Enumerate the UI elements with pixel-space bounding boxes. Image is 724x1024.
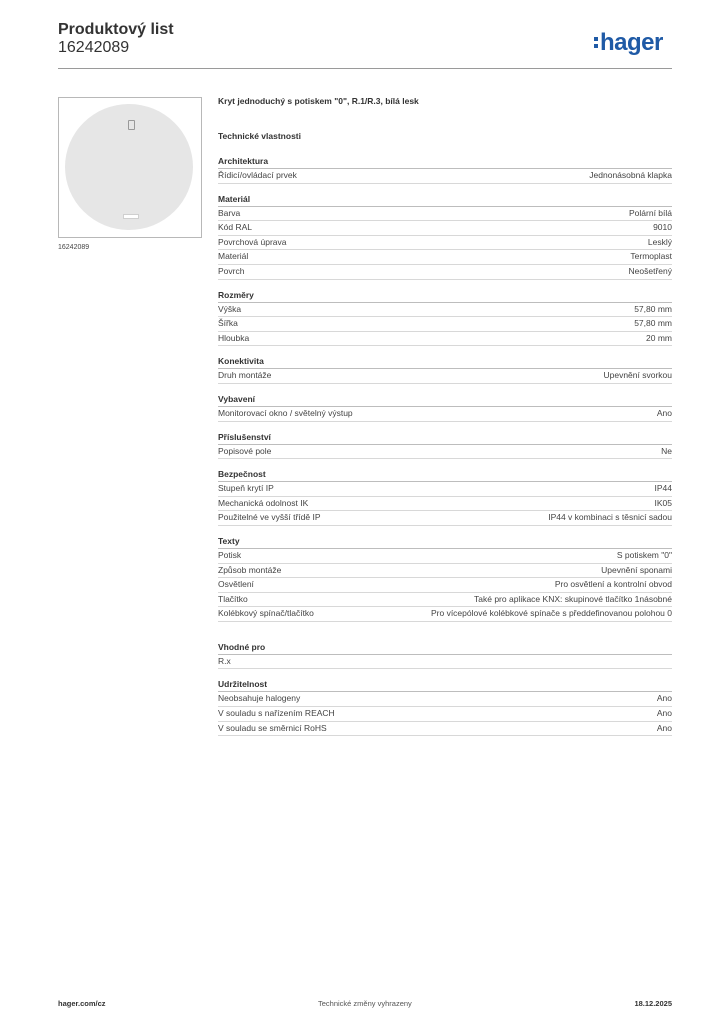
spec-label: V souladu se směrnicí RoHS bbox=[218, 722, 327, 733]
spec-group-title: Vybavení bbox=[218, 393, 672, 407]
spec-group bbox=[218, 431, 672, 460]
spec-group-title: Texty bbox=[218, 535, 672, 549]
spec-row bbox=[218, 445, 672, 460]
spec-value: Upevnění svorkou bbox=[603, 370, 672, 381]
spec-row bbox=[218, 593, 672, 608]
spec-row bbox=[218, 564, 672, 579]
spec-group-title: Materiál bbox=[218, 193, 672, 207]
spec-value: Ne bbox=[661, 445, 672, 456]
spec-label: V souladu s nařízením REACH bbox=[218, 708, 335, 719]
spec-row bbox=[218, 497, 672, 512]
spec-label: Kolébkový spínač/tlačítko bbox=[218, 608, 314, 619]
spec-label: Mechanická odolnost IK bbox=[218, 497, 309, 508]
spec-group-title: Rozměry bbox=[218, 289, 672, 303]
spec-value: 9010 bbox=[653, 222, 672, 233]
spec-label: Osvětlení bbox=[218, 579, 254, 590]
zero-symbol-icon bbox=[128, 120, 135, 130]
spec-group-title: Udržitelnost bbox=[218, 678, 672, 692]
spec-value: Polární bílá bbox=[629, 207, 672, 218]
spec-row bbox=[218, 207, 672, 222]
spec-row bbox=[218, 369, 672, 384]
spec-label: Použitelné ve vyšší třídě IP bbox=[218, 512, 321, 523]
spec-group bbox=[218, 641, 672, 670]
spec-group-title: Příslušenství bbox=[218, 431, 672, 445]
spec-group bbox=[218, 355, 672, 384]
spec-row bbox=[218, 317, 672, 332]
spec-group bbox=[218, 535, 672, 622]
spec-value: Ano bbox=[656, 708, 672, 719]
spec-label: Povrchová úprava bbox=[218, 236, 287, 247]
spec-row bbox=[218, 169, 672, 184]
spec-label: Povrch bbox=[218, 265, 245, 276]
footer-date: 18.12.2025 bbox=[634, 999, 672, 1008]
spec-value: 57,80 mm bbox=[634, 318, 672, 329]
spec-group-title: Bezpečnost bbox=[218, 468, 672, 482]
footer-website: hager.com/cz bbox=[58, 999, 106, 1008]
spec-label: Hloubka bbox=[218, 332, 250, 343]
spec-value: IP44 v kombinaci s těsnicí sadou bbox=[548, 512, 672, 523]
hager-logo bbox=[594, 29, 663, 57]
product-title: Kryt jednoduchý s potiskem "0", R.1/R.3, bílá lesk bbox=[218, 96, 419, 106]
section-heading: Technické vlastnosti bbox=[218, 131, 301, 141]
spec-group-title: Konektivita bbox=[218, 355, 672, 369]
spec-value: Také pro aplikace KNX: skupinové tlačítko 1násobné bbox=[474, 593, 672, 604]
footer-note: Technické změny vyhrazeny bbox=[318, 999, 412, 1008]
spec-row bbox=[218, 511, 672, 526]
spec-group bbox=[218, 678, 672, 736]
spec-value: IK05 bbox=[654, 497, 672, 508]
spec-value: Termoplast bbox=[630, 251, 672, 262]
spec-row bbox=[218, 578, 672, 593]
page-title: Produktový list bbox=[58, 21, 174, 38]
spec-value: Ano bbox=[656, 722, 672, 733]
spec-row bbox=[218, 692, 672, 707]
spec-row bbox=[218, 250, 672, 265]
spec-label: Potisk bbox=[218, 549, 242, 560]
spec-value: Lesklý bbox=[647, 236, 672, 247]
header-divider bbox=[58, 68, 672, 69]
spec-group bbox=[218, 393, 672, 422]
spec-label: Druh montáže bbox=[218, 370, 272, 381]
spec-row bbox=[218, 549, 672, 564]
spec-row bbox=[218, 607, 672, 622]
spec-label: Tlačítko bbox=[218, 593, 248, 604]
spec-group bbox=[218, 468, 672, 526]
spec-row bbox=[218, 221, 672, 236]
spec-value: 20 mm bbox=[646, 332, 672, 343]
spec-row bbox=[218, 303, 672, 318]
light-window-icon bbox=[123, 214, 139, 219]
spec-row bbox=[218, 707, 672, 722]
image-caption: 16242089 bbox=[58, 244, 90, 251]
spec-label: Výška bbox=[218, 303, 242, 314]
spec-group bbox=[218, 155, 672, 184]
spec-label: Barva bbox=[218, 207, 241, 218]
spec-label: Popisové pole bbox=[218, 445, 272, 456]
spec-value: Pro vícepólové kolébkové spínače s předdefinovanou polohou 0 bbox=[430, 608, 672, 619]
spec-label: Řídicí/ovládací prvek bbox=[218, 170, 297, 180]
spec-value: Pro osvětlení a kontrolní obvod bbox=[554, 579, 672, 590]
spec-label: Materiál bbox=[218, 251, 249, 262]
spec-group-title: Architektura bbox=[218, 155, 672, 169]
spec-value: Jednonásobná klapka bbox=[589, 170, 672, 180]
spec-row bbox=[218, 265, 672, 280]
product-code: 16242089 bbox=[58, 39, 130, 56]
spec-group-title: Vhodné pro bbox=[218, 641, 672, 655]
spec-row bbox=[218, 332, 672, 347]
spec-label: R.x bbox=[218, 655, 231, 666]
logo-text: hager bbox=[600, 29, 663, 56]
spec-label: Monitorovací okno / světelný výstup bbox=[218, 407, 353, 418]
spec-value: 57,80 mm bbox=[634, 303, 672, 314]
spec-row bbox=[218, 407, 672, 422]
spec-label: Kód RAL bbox=[218, 222, 253, 233]
spec-label: Neobsahuje halogeny bbox=[218, 693, 301, 704]
spec-table bbox=[218, 155, 672, 745]
spec-row bbox=[218, 722, 672, 737]
spec-value: Ano bbox=[656, 407, 672, 418]
spec-value: Ano bbox=[656, 693, 672, 704]
spec-value: Upevnění sponami bbox=[601, 564, 672, 575]
spec-label: Šířka bbox=[218, 318, 238, 329]
spec-value: S potiskem "0" bbox=[616, 549, 672, 560]
spec-label: Stupeň krytí IP bbox=[218, 483, 274, 494]
spec-value: Neošetřený bbox=[628, 265, 672, 276]
product-image bbox=[58, 97, 202, 238]
switch-cover-illustration bbox=[65, 104, 193, 230]
spec-row bbox=[218, 236, 672, 251]
spec-group bbox=[218, 289, 672, 347]
spec-row bbox=[218, 482, 672, 497]
spec-group bbox=[218, 193, 672, 280]
spec-value: IP44 bbox=[654, 483, 672, 494]
spec-label: Způsob montáže bbox=[218, 564, 282, 575]
logo-dots-icon bbox=[594, 37, 599, 51]
spec-row bbox=[218, 655, 672, 670]
